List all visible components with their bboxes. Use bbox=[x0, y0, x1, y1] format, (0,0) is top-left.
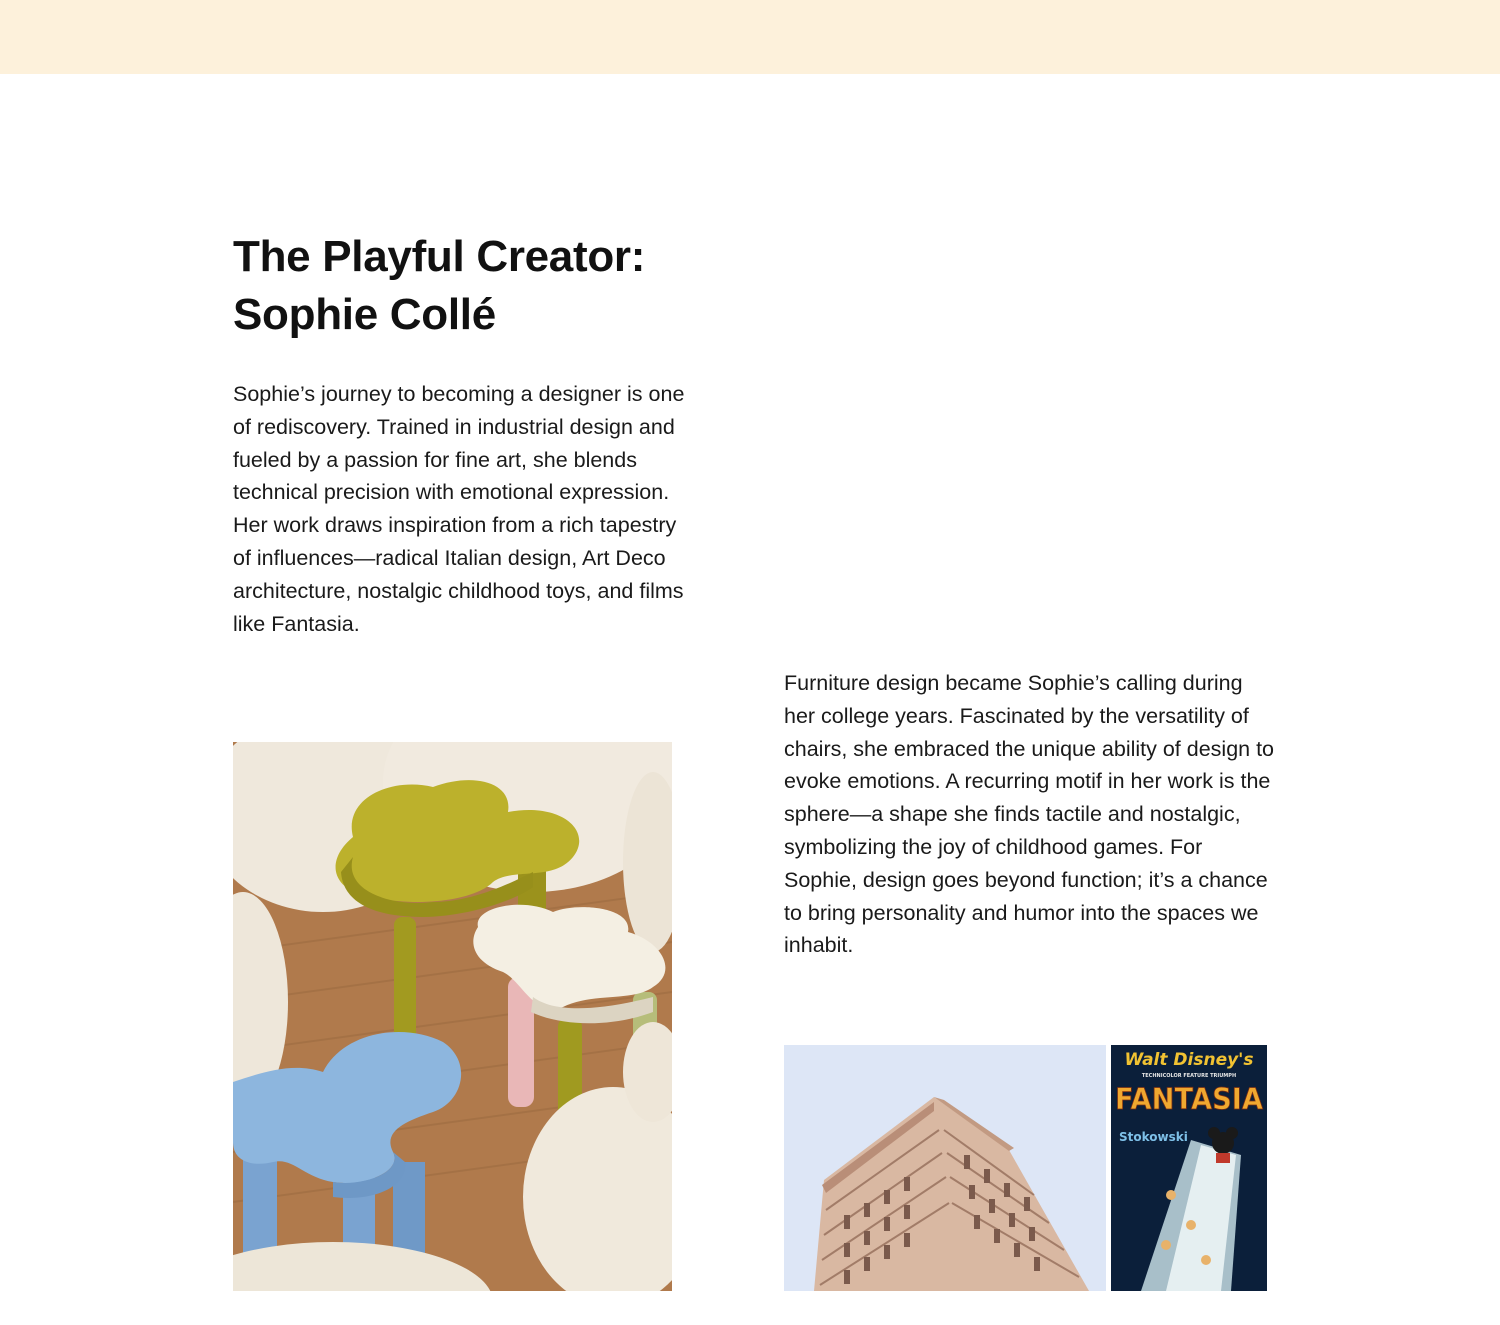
poster-illustration bbox=[1111, 1045, 1267, 1291]
top-banner bbox=[0, 0, 1500, 74]
page-title-line-1: The Playful Creator: bbox=[233, 232, 646, 281]
stools-photo bbox=[233, 742, 672, 1291]
building-illustration bbox=[784, 1045, 1106, 1291]
page-title bbox=[233, 228, 713, 344]
intro-paragraph: Sophie’s journey to becoming a designer is one of rediscovery. Trained in industrial design and fueled by a passion for fine art, she blends technical precision with emotional expression. Her work draws inspiration from a rich tapestry of influences—radical Italian design, Art Deco architecture, nostalgic childhood toys, and films like Fantasia. bbox=[233, 382, 685, 636]
poster-tagline: TECHNICOLOR FEATURE TRIUMPH bbox=[1141, 1073, 1237, 1079]
fantasia-poster bbox=[1111, 1045, 1267, 1291]
poster-credit: Stokowski bbox=[1119, 1130, 1188, 1144]
stools-illustration bbox=[233, 742, 672, 1291]
page-title-line-2: Sophie Collé bbox=[233, 290, 496, 339]
poster-brand: Walt Disney's bbox=[1124, 1050, 1254, 1070]
poster-title: FANTASIA bbox=[1115, 1082, 1264, 1116]
furniture-paragraph: Furniture design became Sophie’s calling during her college years. Fascinated by the versatility of chairs, she embraced the unique ability of design to evoke emotions. A recurring motif in her work is the sphere—a shape she finds tactile and nostalgic, symbolizing the joy of childhood games. For Sophie, design goes beyond function; it’s a chance to bring personality and humor into the spaces we inhabit. bbox=[784, 671, 1275, 958]
flatiron-building-photo bbox=[784, 1045, 1106, 1291]
